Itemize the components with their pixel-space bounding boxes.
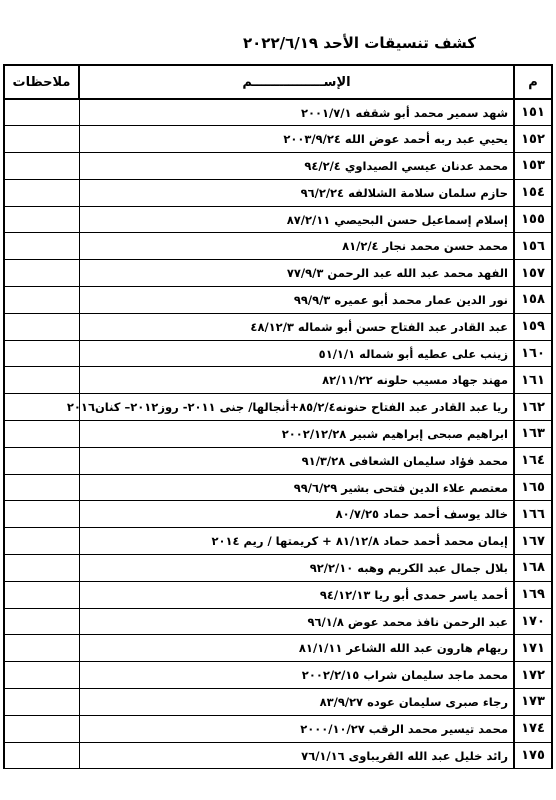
column-header-name: الإســــــــــــــــم [79, 65, 514, 99]
row-notes [4, 662, 79, 689]
table-row [4, 581, 552, 608]
page-title: كشف تنسيقات الأحد ٢٠٢٢/٦/١٩ [243, 34, 476, 52]
row-number: ١٦٩ [514, 581, 552, 608]
row-number: ١٥٢ [514, 126, 552, 153]
table-row [4, 447, 552, 474]
row-number: ١٥٧ [514, 260, 552, 287]
table-row [4, 153, 552, 180]
row-notes [4, 555, 79, 582]
table-row [4, 689, 552, 716]
row-notes [4, 367, 79, 394]
table-row [4, 260, 552, 287]
row-notes [4, 153, 79, 180]
row-name: عبد القادر عبد الفتاح حسن أبو شماله ٤٨/١٢/٣ [79, 313, 514, 340]
row-name: محمد فؤاد سليمان الشعافى ٩١/٣/٢٨ [79, 447, 514, 474]
row-notes [4, 99, 79, 126]
table-row [4, 126, 552, 153]
row-name: معتصم علاء الدين فتحى بشير ٩٩/٦/٢٩ [79, 474, 514, 501]
row-number: ١٦١ [514, 367, 552, 394]
table-row [4, 99, 552, 126]
row-notes [4, 421, 79, 448]
row-notes [4, 260, 79, 287]
table-row [4, 340, 552, 367]
row-notes [4, 689, 79, 716]
row-number: ١٦٨ [514, 555, 552, 582]
table-row [4, 742, 552, 769]
table-body [4, 99, 552, 769]
row-notes [4, 233, 79, 260]
row-number: ١٦٧ [514, 528, 552, 555]
row-number: ١٧٥ [514, 742, 552, 769]
row-name: محمد ماجد سليمان شراب ٢٠٠٢/٢/١٥ [79, 662, 514, 689]
row-name: شهد سمير محمد أبو شقفه ٢٠٠١/٧/١ [79, 99, 514, 126]
row-number: ١٧٢ [514, 662, 552, 689]
row-name: ابراهيم صبحى إبراهيم شبير ٢٠٠٢/١٢/٢٨ [79, 421, 514, 448]
row-number: ١٧١ [514, 635, 552, 662]
row-name: بلال جمال عبد الكريم وهبه ٩٢/٢/١٠ [79, 555, 514, 582]
row-name: محمد حسن محمد نجار ٨١/٢/٤ [79, 233, 514, 260]
row-number: ١٥٩ [514, 313, 552, 340]
table-row [4, 421, 552, 448]
row-name: مهند جهاد مسيب حلونه ٨٢/١١/٢٢ [79, 367, 514, 394]
row-name: الفهد محمد عبد الله عبد الرحمن ٧٧/٩/٣ [79, 260, 514, 287]
table-row [4, 367, 552, 394]
row-name: رجاء صبرى سليمان عوده ٨٣/٩/٢٧ [79, 689, 514, 716]
row-number: ١٥١ [514, 99, 552, 126]
table-row [4, 608, 552, 635]
row-notes [4, 313, 79, 340]
row-notes [4, 206, 79, 233]
row-notes [4, 715, 79, 742]
table-row [4, 394, 552, 421]
row-name: زينب على عطيه أبو شماله ٥١/١/١ [79, 340, 514, 367]
row-number: ١٧٤ [514, 715, 552, 742]
table-row [4, 528, 552, 555]
row-name: يحيي عبد ربه أحمد عوض الله ٢٠٠٣/٩/٢٤ [79, 126, 514, 153]
row-number: ١٧٣ [514, 689, 552, 716]
column-header-notes: ملاحظات [4, 65, 79, 99]
row-name: عبد الرحمن نافذ محمد عوض ٩٦/١/٨ [79, 608, 514, 635]
row-notes [4, 179, 79, 206]
row-name: ريا عبد القادر عبد الفتاح حنونه٨٥/٢/٤+أنجالها/ جنى ٢٠١١- روز٢٠١٢– كنان٢٠١٦ [79, 394, 514, 421]
row-notes [4, 126, 79, 153]
table-row [4, 715, 552, 742]
table-row [4, 179, 552, 206]
row-name: نور الدين عمار محمد أبو عميره ٩٩/٩/٣ [79, 287, 514, 314]
table-row [4, 206, 552, 233]
table-row [4, 501, 552, 528]
row-notes [4, 287, 79, 314]
row-notes [4, 501, 79, 528]
row-number: ١٥٦ [514, 233, 552, 260]
row-notes [4, 474, 79, 501]
row-number: ١٦٥ [514, 474, 552, 501]
row-name: محمد عدنان عيسي الصيداوي ٩٤/٢/٤ [79, 153, 514, 180]
row-name: رائد خليل عبد الله القريباوى ٧٦/١/١٦ [79, 742, 514, 769]
table-header-row [4, 65, 552, 99]
row-number: ١٥٥ [514, 206, 552, 233]
row-notes [4, 447, 79, 474]
row-number: ١٦٤ [514, 447, 552, 474]
row-number: ١٦٣ [514, 421, 552, 448]
row-number: ١٥٣ [514, 153, 552, 180]
row-name: إسلام إسماعيل حسن البحيصي ٨٧/٢/١١ [79, 206, 514, 233]
row-name: ريهام هارون عبد الله الشاعر ٨١/١/١١ [79, 635, 514, 662]
table-row [4, 635, 552, 662]
row-name: إيمان محمد أحمد حماد ٨١/١٢/٨ + كريمتها / ريم ٢٠١٤ [79, 528, 514, 555]
row-number: ١٧٠ [514, 608, 552, 635]
row-notes [4, 528, 79, 555]
row-notes [4, 581, 79, 608]
row-notes [4, 635, 79, 662]
row-notes [4, 742, 79, 769]
row-number: ١٦٠ [514, 340, 552, 367]
row-number: ١٥٨ [514, 287, 552, 314]
table-row [4, 287, 552, 314]
row-number: ١٥٤ [514, 179, 552, 206]
row-number: ١٦٦ [514, 501, 552, 528]
table-row [4, 555, 552, 582]
row-name: خالد يوسف أحمد حماد ٨٠/٧/٢٥ [79, 501, 514, 528]
row-name: محمد تيسير محمد الرقب ٢٠٠٠/١٠/٢٧ [79, 715, 514, 742]
row-number: ١٦٢ [514, 394, 552, 421]
names-table [3, 64, 553, 769]
column-header-number: م [514, 65, 552, 99]
table-row [4, 313, 552, 340]
row-notes [4, 340, 79, 367]
row-name: أحمد ياسر حمدى أبو ريا ٩٤/١٢/١٣ [79, 581, 514, 608]
row-notes [4, 608, 79, 635]
table-row [4, 474, 552, 501]
table-row [4, 233, 552, 260]
row-name: حازم سلمان سلامة الشلالفه ٩٦/٢/٢٤ [79, 179, 514, 206]
table-row [4, 662, 552, 689]
